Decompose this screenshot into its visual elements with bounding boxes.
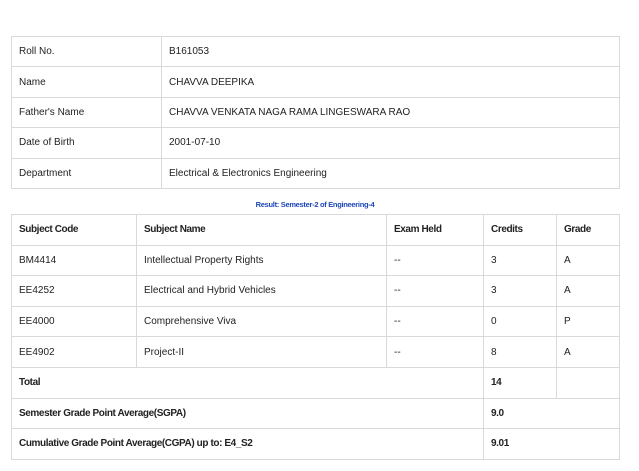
result-table	[11, 214, 620, 460]
total-row	[12, 367, 620, 398]
subject-name: Project-II	[137, 337, 387, 368]
table-row	[12, 97, 620, 127]
table-header-row	[12, 215, 620, 246]
result-title: Result: Semester-2 of Engineering-4	[255, 200, 375, 209]
credits: 8	[484, 337, 557, 368]
department-label: Department	[12, 158, 162, 188]
fathers-name-label: Father's Name	[12, 97, 162, 127]
subject-code: EE4252	[12, 276, 137, 307]
credits: 0	[484, 306, 557, 337]
student-details-table	[11, 36, 620, 189]
table-row	[12, 158, 620, 188]
table-row	[12, 37, 620, 67]
department-value: Electrical & Electronics Engineering	[162, 158, 620, 188]
table-row	[12, 276, 620, 307]
roll-no-label: Roll No.	[12, 37, 162, 67]
grade: P	[557, 306, 620, 337]
sgpa-value: 9.0	[484, 398, 620, 429]
cgpa-value: 9.01	[484, 429, 620, 460]
exam-held: --	[387, 245, 484, 276]
total-grade-empty	[557, 367, 620, 398]
total-credits: 14	[484, 367, 557, 398]
exam-held: --	[387, 337, 484, 368]
date-of-birth-label: Date of Birth	[12, 128, 162, 158]
subject-code: EE4902	[12, 337, 137, 368]
subject-code: EE4000	[12, 306, 137, 337]
name-label: Name	[12, 67, 162, 97]
roll-no-value: B161053	[162, 37, 620, 67]
exam-held: --	[387, 276, 484, 307]
sgpa-row	[12, 398, 620, 429]
header-exam-held: Exam Held	[387, 215, 484, 246]
sgpa-label: Semester Grade Point Average(SGPA)	[12, 398, 484, 429]
cgpa-label: Cumulative Grade Point Average(CGPA) up to: E4_S2	[12, 429, 484, 460]
name-value: CHAVVA DEEPIKA	[162, 67, 620, 97]
subject-name: Intellectual Property Rights	[137, 245, 387, 276]
exam-held: --	[387, 306, 484, 337]
header-subject-code: Subject Code	[12, 215, 137, 246]
table-row	[12, 245, 620, 276]
header-credits: Credits	[484, 215, 557, 246]
grade: A	[557, 276, 620, 307]
date-of-birth-value: 2001-07-10	[162, 128, 620, 158]
table-row	[12, 337, 620, 368]
header-grade: Grade	[557, 215, 620, 246]
cgpa-row	[12, 429, 620, 460]
subject-name: Comprehensive Viva	[137, 306, 387, 337]
subject-name: Electrical and Hybrid Vehicles	[137, 276, 387, 307]
header-subject-name: Subject Name	[137, 215, 387, 246]
credits: 3	[484, 276, 557, 307]
total-label: Total	[12, 367, 484, 398]
table-row	[12, 128, 620, 158]
grade: A	[557, 245, 620, 276]
subject-code: BM4414	[12, 245, 137, 276]
table-row	[12, 67, 620, 97]
table-row	[12, 306, 620, 337]
fathers-name-value: CHAVVA VENKATA NAGA RAMA LINGESWARA RAO	[162, 97, 620, 127]
credits: 3	[484, 245, 557, 276]
grade: A	[557, 337, 620, 368]
